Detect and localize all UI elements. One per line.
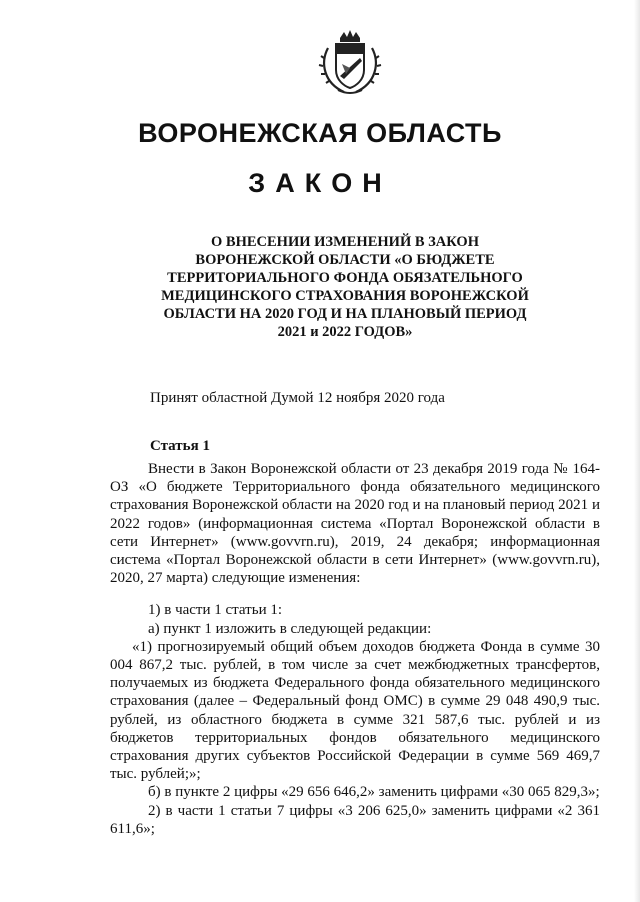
article-heading: Статья 1 bbox=[150, 438, 210, 454]
amendment-item-1b: б) в пункте 2 цифры «29 656 646,2» заменить цифрами «30 065 829,3»; bbox=[148, 784, 600, 801]
law-title: О ВНЕСЕНИИ ИЗМЕНЕНИЙ В ЗАКОН ВОРОНЕЖСКОЙ ОБЛАСТИ «О БЮДЖЕТЕ ТЕРРИТОРИАЛЬНОГО ФОНДА ОБЯЗАТЕЛЬНОГО МЕДИЦИНСКОГО СТРАХОВАНИЯ ВОРОНЕЖСКОЙ ОБЛАСТИ НА 2020 ГОД И НА ПЛАНОВЫЙ ПЕРИОД 2021 и 2022 ГОДОВ» bbox=[161, 234, 529, 340]
amendment-item-2: 2) в части 1 статьи 7 цифры «3 206 625,0» заменить цифрами «2 361 611,6»; bbox=[110, 802, 600, 837]
coat-of-arms-emblem bbox=[318, 28, 382, 96]
region-heading: ВОРОНЕЖСКАЯ ОБЛАСТЬ bbox=[138, 118, 502, 148]
amendment-item-1: 1) в части 1 статьи 1: bbox=[148, 602, 283, 619]
amendment-item-1a-text: «1) прогнозируемый общий объем доходов бюджета Фонда в сумме 30 004 867,2 тыс. рублей, в том числе за счет межбюджетных трансфертов, получаемых из бюджета Федерального фонда обязательного медицинского страхования (далее – Федеральный фонд ОМС) в сумме 29 048 490,9 тыс. рублей, из областного бюджета в сумме 321 587,6 тыс. рублей и из бюджетов территориальных фондов обязательного медицинского страхования других субъектов Российской Федерации в сумме 569 469,7 тыс. рублей;»; bbox=[110, 638, 600, 783]
page-edge-shadow bbox=[634, 0, 640, 902]
amendment-item-1a: а) пункт 1 изложить в следующей редакции: bbox=[148, 620, 432, 637]
adoption-note: Принят областной Думой 12 ноября 2020 года bbox=[150, 390, 445, 406]
document-type-heading: ЗАКОН bbox=[248, 168, 392, 198]
article-body bbox=[110, 460, 600, 838]
article-intro: Внести в Закон Воронежской области от 23 декабря 2019 года № 164-ОЗ «О бюджете Территориального фонда обязательного медицинского страхования Воронежской области на 2020 год и на плановый период 2021 и 2022 годов» (информационная система «Портал Воронежской области в сети Интернет» (www.govvrn.ru), 2019, 24 декабря; информационная система «Портал Воронежской области в сети Интернет» (www.govvrn.ru), 2020, 27 марта) следующие изменения: bbox=[110, 461, 600, 587]
